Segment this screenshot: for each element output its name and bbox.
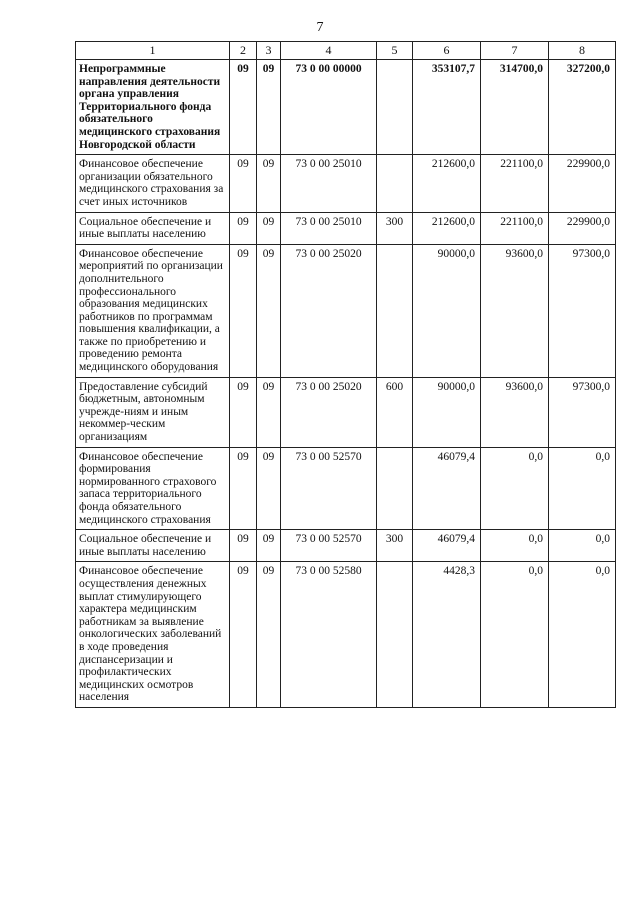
amount-year3-cell: 229900,0 — [549, 155, 616, 212]
section-code-cell: 09 — [230, 60, 257, 155]
target-item-code-cell: 73 0 00 52570 — [281, 530, 377, 562]
page-number: 7 — [316, 20, 324, 35]
expense-type-cell — [377, 447, 413, 530]
amount-year1-cell: 90000,0 — [413, 244, 481, 377]
target-item-code-cell: 73 0 00 25010 — [281, 155, 377, 212]
amount-year2-cell: 0,0 — [481, 447, 549, 530]
table-row — [76, 244, 616, 377]
target-item-code-cell: 73 0 00 52580 — [281, 562, 377, 708]
header-cell: 8 — [549, 42, 616, 60]
table-row — [76, 530, 616, 562]
amount-year3-cell: 97300,0 — [549, 377, 616, 447]
row-name-cell: Финансовое обеспечение мероприятий по организации дополнительного профессионального образования медицинских работников по программам повышения квалификации, а также по приобретению и проведению ремонта медицинского оборудования — [76, 244, 230, 377]
target-item-code-cell: 73 0 00 25010 — [281, 212, 377, 244]
row-name-cell: Предоставление субсидий бюджетным, автономным учрежде-ниям и иным некоммер-ческим организациям — [76, 377, 230, 447]
subsection-code-cell: 09 — [257, 244, 281, 377]
section-code-cell: 09 — [230, 447, 257, 530]
amount-year2-cell: 0,0 — [481, 562, 549, 708]
table-row — [76, 60, 616, 155]
amount-year3-cell: 97300,0 — [549, 244, 616, 377]
header-cell: 2 — [230, 42, 257, 60]
header-cell: 6 — [413, 42, 481, 60]
amount-year2-cell: 221100,0 — [481, 155, 549, 212]
budget-table — [75, 41, 616, 708]
row-name-cell: Социальное обеспечение и иные выплаты населению — [76, 530, 230, 562]
amount-year2-cell: 93600,0 — [481, 244, 549, 377]
header-cell: 3 — [257, 42, 281, 60]
expense-type-cell: 300 — [377, 212, 413, 244]
section-code-cell: 09 — [230, 530, 257, 562]
amount-year2-cell: 221100,0 — [481, 212, 549, 244]
amount-year1-cell: 212600,0 — [413, 212, 481, 244]
header-cell: 7 — [481, 42, 549, 60]
expense-type-cell — [377, 60, 413, 155]
subsection-code-cell: 09 — [257, 377, 281, 447]
amount-year2-cell: 93600,0 — [481, 377, 549, 447]
expense-type-cell — [377, 155, 413, 212]
amount-year3-cell: 0,0 — [549, 530, 616, 562]
table-row — [76, 212, 616, 244]
amount-year3-cell: 229900,0 — [549, 212, 616, 244]
amount-year1-cell: 4428,3 — [413, 562, 481, 708]
amount-year1-cell: 353107,7 — [413, 60, 481, 155]
subsection-code-cell: 09 — [257, 155, 281, 212]
amount-year1-cell: 212600,0 — [413, 155, 481, 212]
row-name-cell: Социальное обеспечение и иные выплаты населению — [76, 212, 230, 244]
section-code-cell: 09 — [230, 212, 257, 244]
header-cell: 5 — [377, 42, 413, 60]
subsection-code-cell: 09 — [257, 530, 281, 562]
target-item-code-cell: 73 0 00 25020 — [281, 377, 377, 447]
row-name-cell: Финансовое обеспечение осуществления денежных выплат стимулирующего характера медицинским работникам за выявление онкологических заболеваний в ходе проведения диспансеризации и профилактических медицинских осмотров населения — [76, 562, 230, 708]
section-code-cell: 09 — [230, 562, 257, 708]
amount-year3-cell: 327200,0 — [549, 60, 616, 155]
amount-year2-cell: 314700,0 — [481, 60, 549, 155]
section-code-cell: 09 — [230, 377, 257, 447]
expense-type-cell: 300 — [377, 530, 413, 562]
section-code-cell: 09 — [230, 244, 257, 377]
amount-year2-cell: 0,0 — [481, 530, 549, 562]
expense-type-cell: 600 — [377, 377, 413, 447]
table-header-row — [76, 42, 616, 60]
subsection-code-cell: 09 — [257, 212, 281, 244]
subsection-code-cell: 09 — [257, 447, 281, 530]
expense-type-cell — [377, 562, 413, 708]
row-name-cell: Финансовое обеспечение организации обязательного медицинского страхования за счет иных источников — [76, 155, 230, 212]
header-cell: 1 — [76, 42, 230, 60]
table-row — [76, 155, 616, 212]
row-name-cell: Непрограммные направления деятельности органа управления Территориального фонда обязательного медицинского страхования Новгородской области — [76, 60, 230, 155]
table-row — [76, 562, 616, 708]
amount-year1-cell: 90000,0 — [413, 377, 481, 447]
target-item-code-cell: 73 0 00 52570 — [281, 447, 377, 530]
amount-year3-cell: 0,0 — [549, 447, 616, 530]
section-code-cell: 09 — [230, 155, 257, 212]
row-name-cell: Финансовое обеспечение формирования нормированного страхового запаса территориального фонда обязательного медицинского страхования — [76, 447, 230, 530]
subsection-code-cell: 09 — [257, 562, 281, 708]
amount-year1-cell: 46079,4 — [413, 447, 481, 530]
expense-type-cell — [377, 244, 413, 377]
subsection-code-cell: 09 — [257, 60, 281, 155]
target-item-code-cell: 73 0 00 00000 — [281, 60, 377, 155]
table-row — [76, 447, 616, 530]
amount-year1-cell: 46079,4 — [413, 530, 481, 562]
table-row — [76, 377, 616, 447]
target-item-code-cell: 73 0 00 25020 — [281, 244, 377, 377]
amount-year3-cell: 0,0 — [549, 562, 616, 708]
header-cell: 4 — [281, 42, 377, 60]
